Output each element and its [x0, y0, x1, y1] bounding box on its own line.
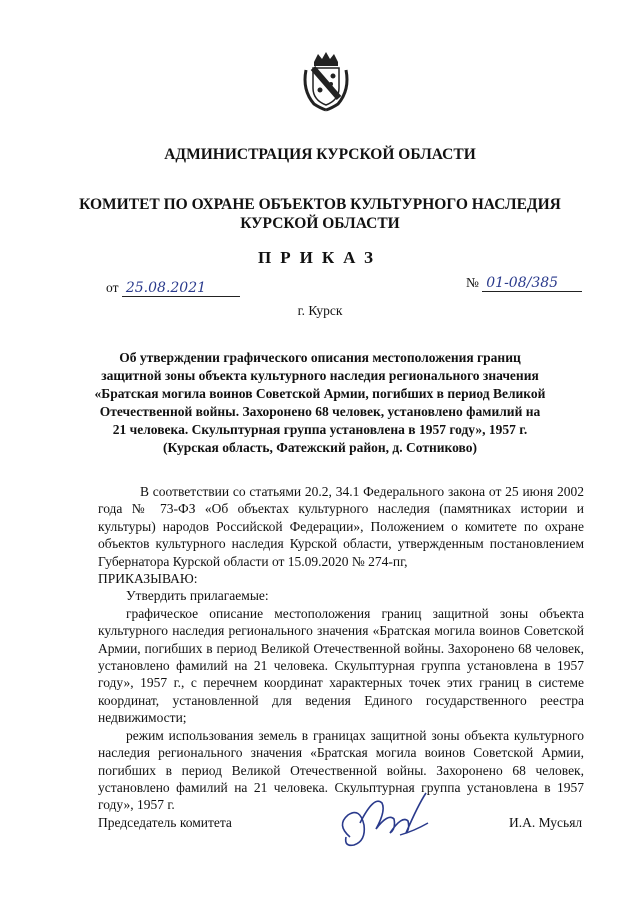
preamble-paragraph: В соответствии со статьями 20.2, 34.1 Федерального закона от 25 июня 2002 года № 73-ФЗ «Об объектах культурного наследия (памятниках истории и культуры) народов Российской Федерации», Положением о комитете по охране объектов культурного наследия Курской области, утвержденным постановлением Губернатора Курской области от 15.09.2020 № 274-пг,	[98, 484, 584, 569]
handwritten-date: 25.08.2021	[122, 280, 240, 297]
signatory-name: И.А. Мусьял	[509, 815, 583, 830]
subject-line: Отечественной войны. Захоронено 68 человек, установлено фамилий на	[99, 404, 541, 419]
subject-line: «Братская могила воинов Советской Армии, погибших в период Великой	[94, 386, 546, 401]
administration-title: АДМИНИСТРАЦИЯ КУРСКОЙ ОБЛАСТИ	[164, 146, 476, 163]
subject-line: Об утверждении графического описания местоположения границ	[119, 350, 521, 365]
graphic-description-paragraph: графическое описание местоположения границ защитной зоны объекта культурного наследия регионального значения «Братская могила воинов Советской Армии, погибших в период Великой Отечественной войны. Захоронено 68 человек, установлено фамилий на 21 человека. Скульптурная группа установлена в 1957 году», 1957 г., с перечнем координат характерных точек этих границ в системе координат, установленной для ведения Единого государственного реестра недвижимости;	[98, 605, 584, 726]
date-field	[106, 280, 240, 297]
committee-title-line1: КОМИТЕТ ПО ОХРАНЕ ОБЪЕКТОВ КУЛЬТУРНОГО НАСЛЕДИЯ	[79, 196, 561, 213]
number-field	[466, 275, 582, 292]
order-subject	[0, 349, 640, 457]
subject-line: защитной зоны объекта культурного наследия регионального значения	[101, 368, 539, 383]
signatory-position: Председатель комитета	[98, 815, 232, 830]
handwritten-signature-icon	[330, 785, 440, 855]
city-label: г. Курск	[297, 303, 343, 318]
subject-line: 21 человека. Скульптурная группа установлена в 1957 году», 1957 г.	[112, 422, 528, 437]
number-prefix: №	[466, 275, 479, 290]
handwritten-number: 01-08/385	[482, 275, 582, 292]
committee-title-line2: КУРСКОЙ ОБЛАСТИ	[240, 215, 400, 232]
order-directive: ПРИКАЗЫВАЮ:	[98, 571, 198, 587]
subject-line: (Курская область, Фатежский район, д. Сотниково)	[163, 440, 477, 455]
kursk-coat-of-arms-icon	[300, 50, 352, 112]
land-use-regime-paragraph: режим использования земель в границах защитной зоны объекта культурного наследия регионального значения «Братская могила воинов Советской Армии, погибших в период Великой Отечественной войны. Захоронено 68 человек, установлено фамилий на 21 человека. Скульптурная группа установлена в 1957 году», 1957 г.	[98, 727, 584, 813]
order-body	[98, 483, 584, 814]
date-prefix: от	[106, 280, 119, 295]
approve-paragraph: Утвердить прилагаемые:	[126, 588, 269, 604]
document-type-title: ПРИКАЗ	[258, 248, 382, 267]
committee-title	[0, 195, 640, 233]
